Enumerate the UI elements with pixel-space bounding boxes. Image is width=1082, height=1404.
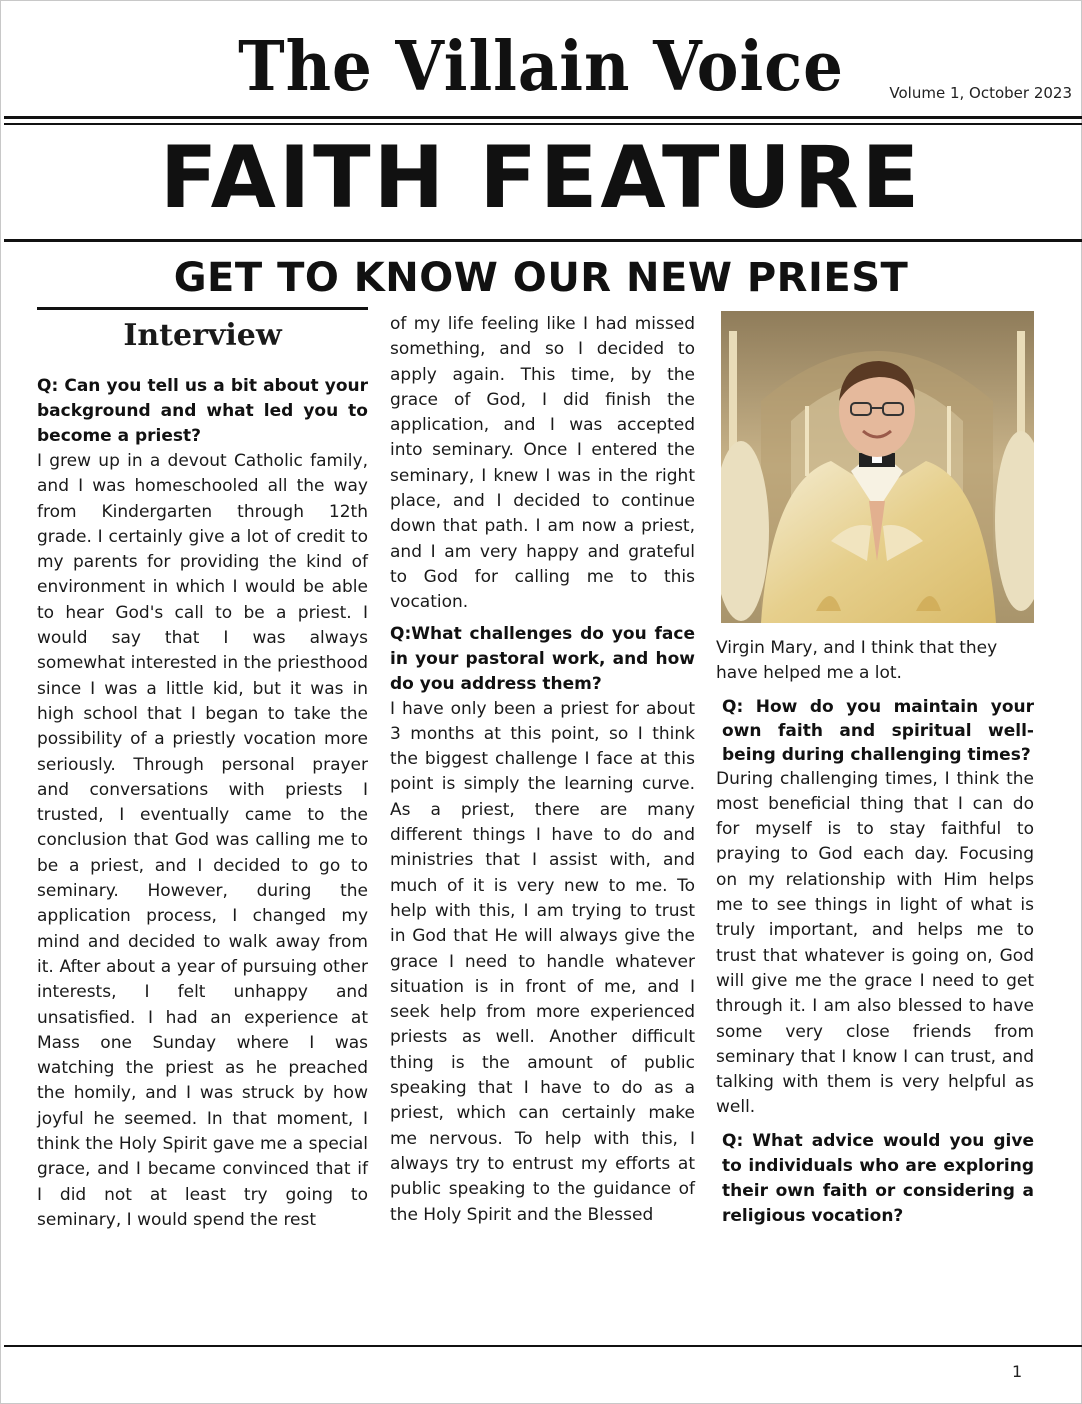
headline: GET TO KNOW OUR NEW PRIEST xyxy=(173,255,909,301)
question-4: Q: What advice would you give to individuals who are exploring their own faith or considering a religious vocation? xyxy=(722,1130,1034,1226)
answer-3: During challenging times, I think the most beneficial thing that I can do for myself is to stay faithful to praying to God each day. Focusing on my relationship with Him helps me to see things in light of what is truly important, and helps me to trust that whatever is going on, God will give me the grace I need to get through it. I am also blessed to have some very close friends from seminary that I know I can trust, and talking with them is very helpful as well. xyxy=(716,768,1034,1118)
masthead-rule-bottom xyxy=(4,123,1082,125)
priest-photo-image xyxy=(721,311,1034,623)
masthead-title: The Villain Voice xyxy=(238,27,844,107)
question-2: Q:What challenges do you face in your pastoral work, and how do you address them? xyxy=(390,623,695,694)
section-rule xyxy=(4,239,1082,242)
section-title: FAITH FEATURE xyxy=(159,128,923,228)
volume-date: Volume 1, October 2023 xyxy=(889,84,1072,102)
column-3 xyxy=(716,636,1034,1229)
question-3: Q: How do you maintain your own faith and spiritual well-being during challenging times? xyxy=(722,696,1034,765)
question-1: Q: Can you tell us a bit about your background and what led you to become a priest? xyxy=(37,376,368,446)
priest-photo xyxy=(721,311,1034,623)
answer-2-part-2: Virgin Mary, and I think that they have helped me a lot. xyxy=(716,638,998,684)
column-1 xyxy=(37,308,368,1233)
column-2 xyxy=(390,312,695,1228)
footer-rule xyxy=(4,1345,1082,1347)
answer-1-part-2: of my life feeling like I had missed something, and so I decided to apply again. This time, by the grace of God, I did finish the application, and I was accepted into seminary. Once I entered the seminary, I knew I was in the right place, and I decided to continue down that path. I am now a priest, and I am very happy and grateful to God for calling me to this vocation. xyxy=(390,314,695,613)
page-number: 1 xyxy=(1012,1362,1023,1381)
interview-heading: Interview xyxy=(123,318,282,353)
answer-1-part-1: I grew up in a devout Catholic family, and I was homeschooled all the way from Kindergarten through 12th grade. I certainly give a lot of credit to my parents for providing the kind of environment in which I would be able to hear God's call to be a priest. I would say that I was always somewhat interested in the priesthood since I was a little kid, but it was in high school that I began to take the possibility of a priestly vocation more seriously. Through personal prayer and conversations with priests I trusted, I eventually came to the conclusion that God was calling me to be a priest, and I decided to go to seminary. However, during the application process, I changed my mind and decided to walk away from it. After about a year of pursuing other interests, I felt unhappy and unsatisfied. I had an experience at Mass one Sunday where I was watching the priest as he preached the homily, and I was struck by how joyful he seemed. In that moment, I think the Holy Spirit gave me a special grace, and I became convinced that if I did not at least try going to seminary, I would spend the rest xyxy=(37,451,368,1230)
masthead-rule-top xyxy=(4,116,1082,119)
answer-2-part-1: I have only been a priest for about 3 months at this point, so I think the biggest challenge I face at this point is simply the learning curve. As a priest, there are many different things I have to do and ministries that I assist with, and much of it is very new to me. To help with this, I am trying to trust in God that He will always give the grace I need to handle whatever situation is in front of me, and I seek help from more experienced priests as well. Another difficult thing is the amount of public speaking that I have to do as a priest, which can certainly make me nervous. To help with this, I always try to entrust my efforts at public speaking to the guidance of the Holy Spirit and the Blessed xyxy=(390,698,695,1225)
